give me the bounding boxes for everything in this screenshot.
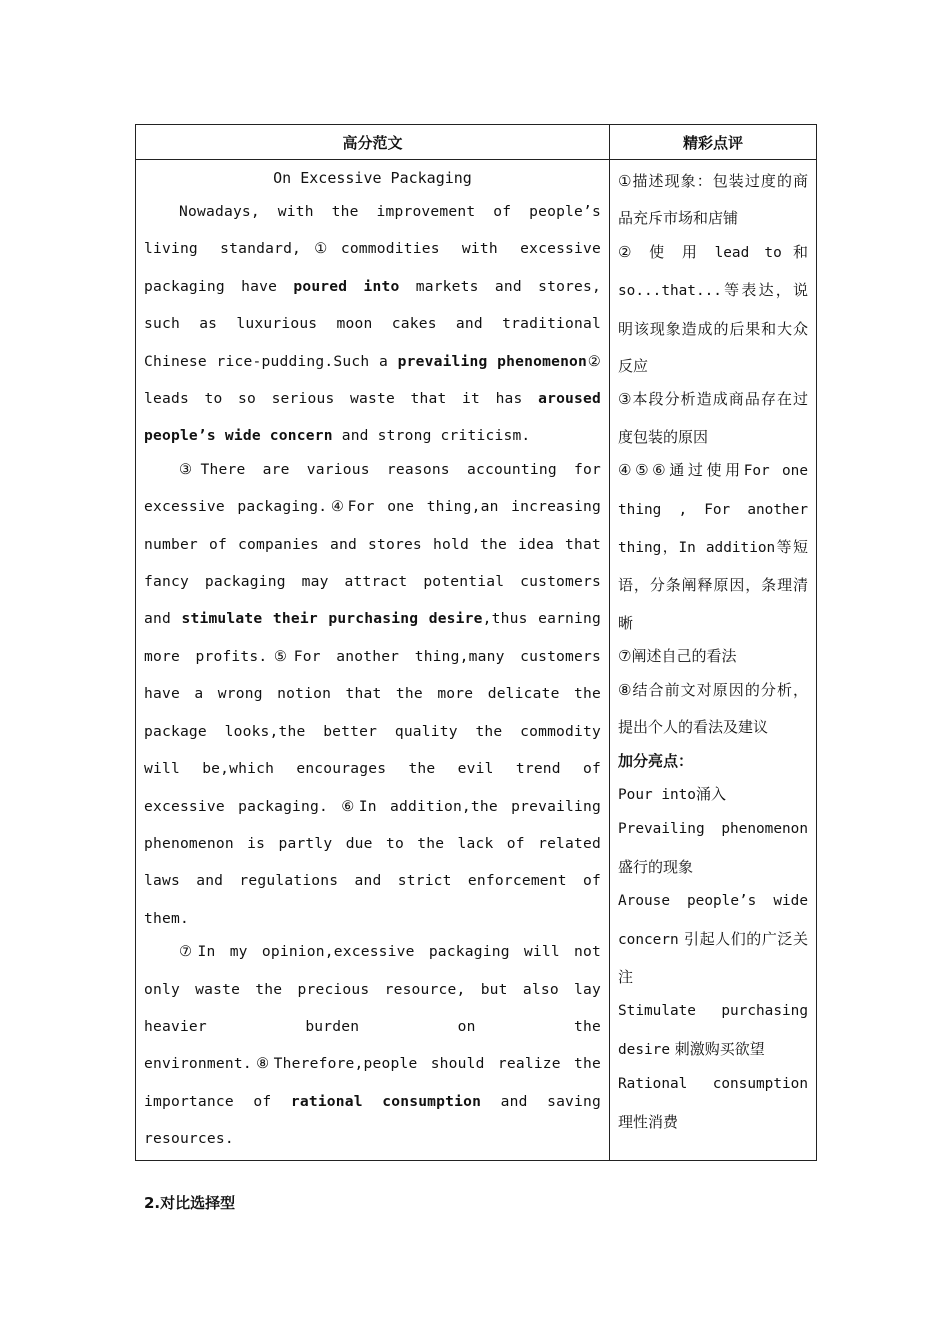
text-run: ② leads to so serious waste that it has bbox=[144, 352, 601, 408]
comments-cell bbox=[610, 160, 817, 1161]
bonus-phrase-4 bbox=[618, 992, 808, 1069]
bonus-phrase-3 bbox=[618, 882, 808, 996]
section-heading: 2.对比选择型 bbox=[144, 1194, 236, 1212]
phrase-zh: 理性消费 bbox=[618, 1112, 679, 1131]
phrase-zh: 盛行的现象 bbox=[618, 857, 694, 876]
comment-6: ⑧结合前文对原因的分析，提出个人的看法及建议 bbox=[618, 680, 808, 737]
comment-2 bbox=[618, 234, 808, 386]
bonus-phrase-1 bbox=[618, 776, 808, 814]
highlight-phrase: prevailing phenomenon bbox=[397, 352, 588, 370]
text-run: markets and stores, such as luxurious moon cakes and traditional Chinese rice-pudding.Such a bbox=[144, 277, 601, 370]
text-run: and saving resources. bbox=[144, 1092, 601, 1148]
essay-table bbox=[135, 124, 817, 1161]
text-run: lead to bbox=[714, 244, 782, 261]
essay-title: On Excessive Packaging bbox=[273, 169, 472, 187]
highlight-phrase: rational consumption bbox=[290, 1092, 482, 1110]
phrase-en: Prevailing phenomenon bbox=[618, 821, 808, 838]
phrase-en: Stimulate purchasing desire bbox=[618, 1003, 808, 1058]
phrase-en: Pour into bbox=[618, 786, 696, 803]
highlight-phrase: poured into bbox=[293, 277, 400, 295]
essay-paragraph-2 bbox=[144, 451, 601, 937]
comment-4 bbox=[618, 452, 808, 642]
phrase-zh: 涌入 bbox=[695, 784, 726, 803]
essay-paragraph-1 bbox=[144, 193, 601, 455]
text-run: For one thing , For another thing，In addition bbox=[618, 463, 808, 557]
text-run: Nowadays, with the improvement of people’s living standard,①commodities with excessive packaging have bbox=[144, 203, 601, 295]
text-run: ,thus earning more profits.⑤For another thing,many customers have a wrong notion that the more delicate the package looks,the better quality the commodity will be,which encourages the evil trend of excessive packaging. ⑥In addition,the prevailing phenomenon is partly due to the lack of related laws and regulations and strict enforcement of them. bbox=[144, 610, 601, 927]
highlight-phrase: stimulate their purchasing desire bbox=[181, 610, 483, 628]
bonus-title: 加分亮点： bbox=[618, 751, 694, 770]
text-run: 等表达，说明该现象造成的后果和大众反应 bbox=[618, 281, 808, 376]
header-model-essay: 高分范文 bbox=[136, 125, 610, 160]
text-run: ⑦In my opinion,excessive packaging will not only waste the precious resource, but also lay heavier burden on the environment.⑧Therefore,people should realize the importance of bbox=[144, 943, 601, 1110]
text-run: ③There are various reasons accounting for excessive packaging.④For one thing,an increasing number of companies and stores hold the idea that fancy packaging may attract potential customers and bbox=[144, 460, 601, 628]
phrase-zh: 刺激购买欲望 bbox=[674, 1039, 765, 1058]
essay-paragraph-3 bbox=[144, 933, 601, 1157]
highlight-phrase: aroused people’s wide concern bbox=[144, 390, 601, 445]
comment-3: ③本段分析造成商品存在过度包装的原因 bbox=[618, 390, 808, 446]
header-comments: 精彩点评 bbox=[610, 125, 817, 160]
phrase-zh: 引起人们的广泛关注 bbox=[618, 929, 808, 986]
bonus-phrase-2 bbox=[618, 810, 808, 886]
essay-cell bbox=[136, 160, 610, 1161]
text-run: so...that... bbox=[618, 283, 722, 300]
bonus-phrase-5 bbox=[618, 1065, 808, 1141]
comment-5: ⑦阐述自己的看法 bbox=[618, 647, 737, 666]
phrase-en: Arouse people’s wide concern bbox=[618, 893, 808, 948]
comment-1: ①描述现象：包装过度的商品充斥市场和店铺 bbox=[618, 172, 808, 228]
text-run: and strong criticism. bbox=[332, 427, 531, 445]
text-run: 和 bbox=[781, 242, 808, 261]
phrase-en: Rational consumption bbox=[618, 1076, 808, 1093]
text-run: ④⑤⑥通过使用 bbox=[618, 461, 744, 480]
text-run: ② 使 用 bbox=[618, 242, 715, 261]
text-run: 等短语，分条阐释原因，条理清晰 bbox=[618, 538, 808, 632]
